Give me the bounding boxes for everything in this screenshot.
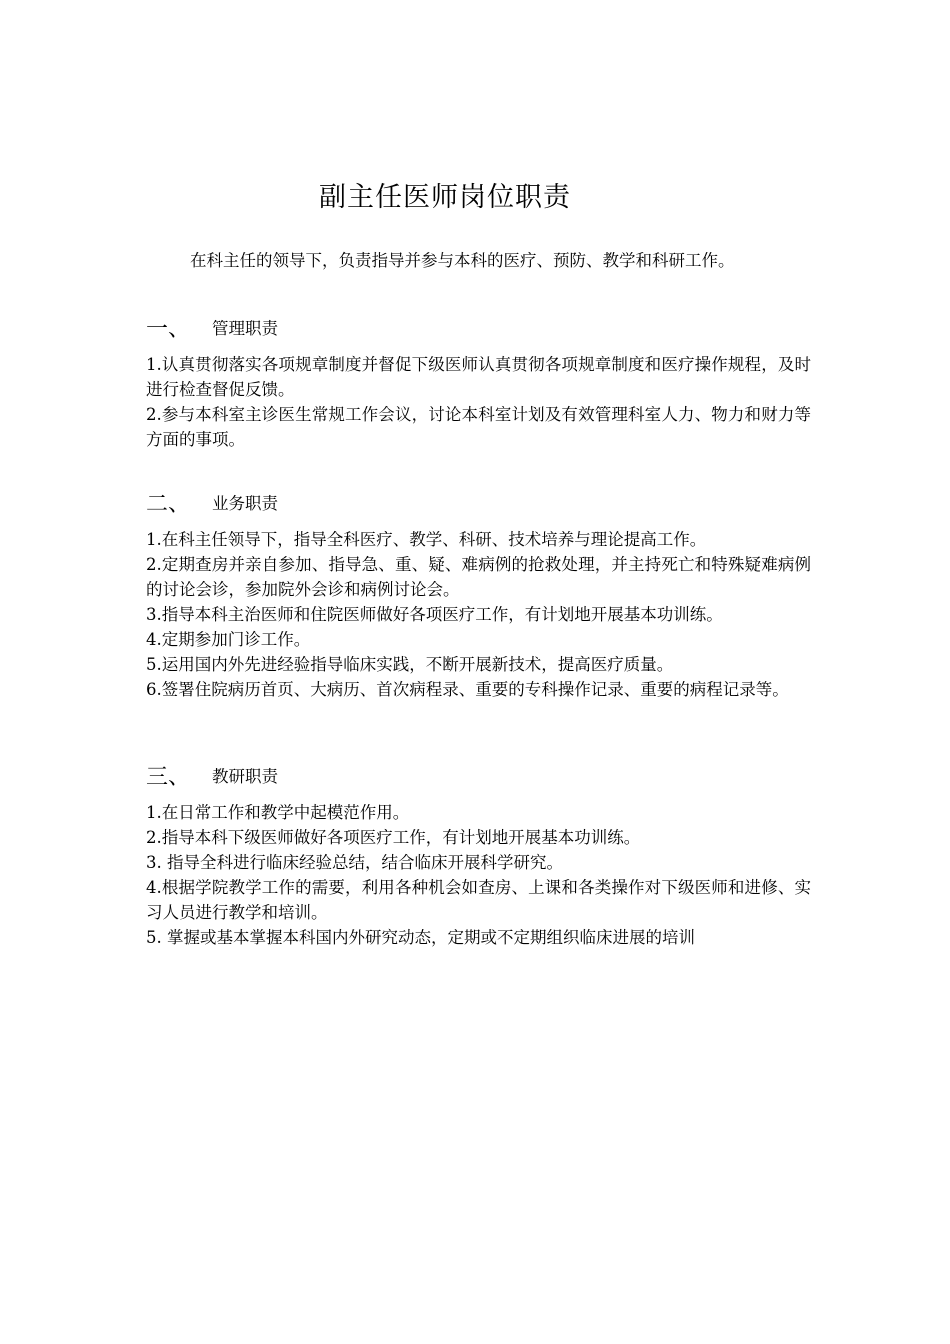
section-number: 三、 xyxy=(146,764,191,790)
intro-paragraph: 在科主任的领导下，负责指导并参与本科的医疗、预防、教学和科研工作。 xyxy=(190,251,735,270)
duty-item: 4.定期参加门诊工作。 xyxy=(146,630,311,649)
section-teaching-research xyxy=(146,758,811,950)
duty-item: 3. 指导全科进行临床经验总结，结合临床开展科学研究。 xyxy=(146,853,563,872)
section-business xyxy=(146,485,811,702)
document-title: 副主任医师岗位职责 xyxy=(319,182,571,213)
duty-item: 1.在科主任领导下，指导全科医疗、教学、科研、技术培养与理论提高工作。 xyxy=(146,530,707,549)
section-number: 二、 xyxy=(146,491,191,517)
section-title: 管理职责 xyxy=(212,319,278,338)
section-number: 一、 xyxy=(146,316,191,342)
section-heading xyxy=(146,758,811,792)
duty-item: 2.定期查房并亲自参加、指导急、重、疑、难病例的抢救处理，并主持死亡和特殊疑难病例的讨论会诊，参加院外会诊和病例讨论会。 xyxy=(146,555,811,599)
duty-list xyxy=(146,800,811,950)
duty-list xyxy=(146,527,811,702)
duty-item: 6.签署住院病历首页、大病历、首次病程录、重要的专科操作记录、重要的病程记录等。 xyxy=(146,680,789,699)
duty-item: 5. 掌握或基本掌握本科国内外研究动态，定期或不定期组织临床进展的培训 xyxy=(146,928,695,947)
duty-item: 1.认真贯彻落实各项规章制度并督促下级医师认真贯彻各项规章制度和医疗操作规程，及时进行检查督促反馈。 xyxy=(146,355,811,399)
section-management xyxy=(146,310,811,452)
duty-item: 1.在日常工作和教学中起模范作用。 xyxy=(146,803,410,822)
duty-list xyxy=(146,352,811,452)
duty-item: 2.指导本科下级医师做好各项医疗工作，有计划地开展基本功训练。 xyxy=(146,828,641,847)
duty-item: 5.运用国内外先进经验指导临床实践，不断开展新技术，提高医疗质量。 xyxy=(146,655,674,674)
section-title: 业务职责 xyxy=(212,494,278,513)
section-heading xyxy=(146,310,811,344)
section-heading xyxy=(146,485,811,519)
duty-item: 3.指导本科主治医师和住院医师做好各项医疗工作，有计划地开展基本功训练。 xyxy=(146,605,723,624)
duty-item: 4.根据学院教学工作的需要，利用各种机会如查房、上课和各类操作对下级医师和进修、实习人员进行教学和培训。 xyxy=(146,878,811,922)
section-title: 教研职责 xyxy=(212,767,278,786)
duty-item: 2.参与本科室主诊医生常规工作会议，讨论本科室计划及有效管理科室人力、物力和财力等方面的事项。 xyxy=(146,405,811,449)
